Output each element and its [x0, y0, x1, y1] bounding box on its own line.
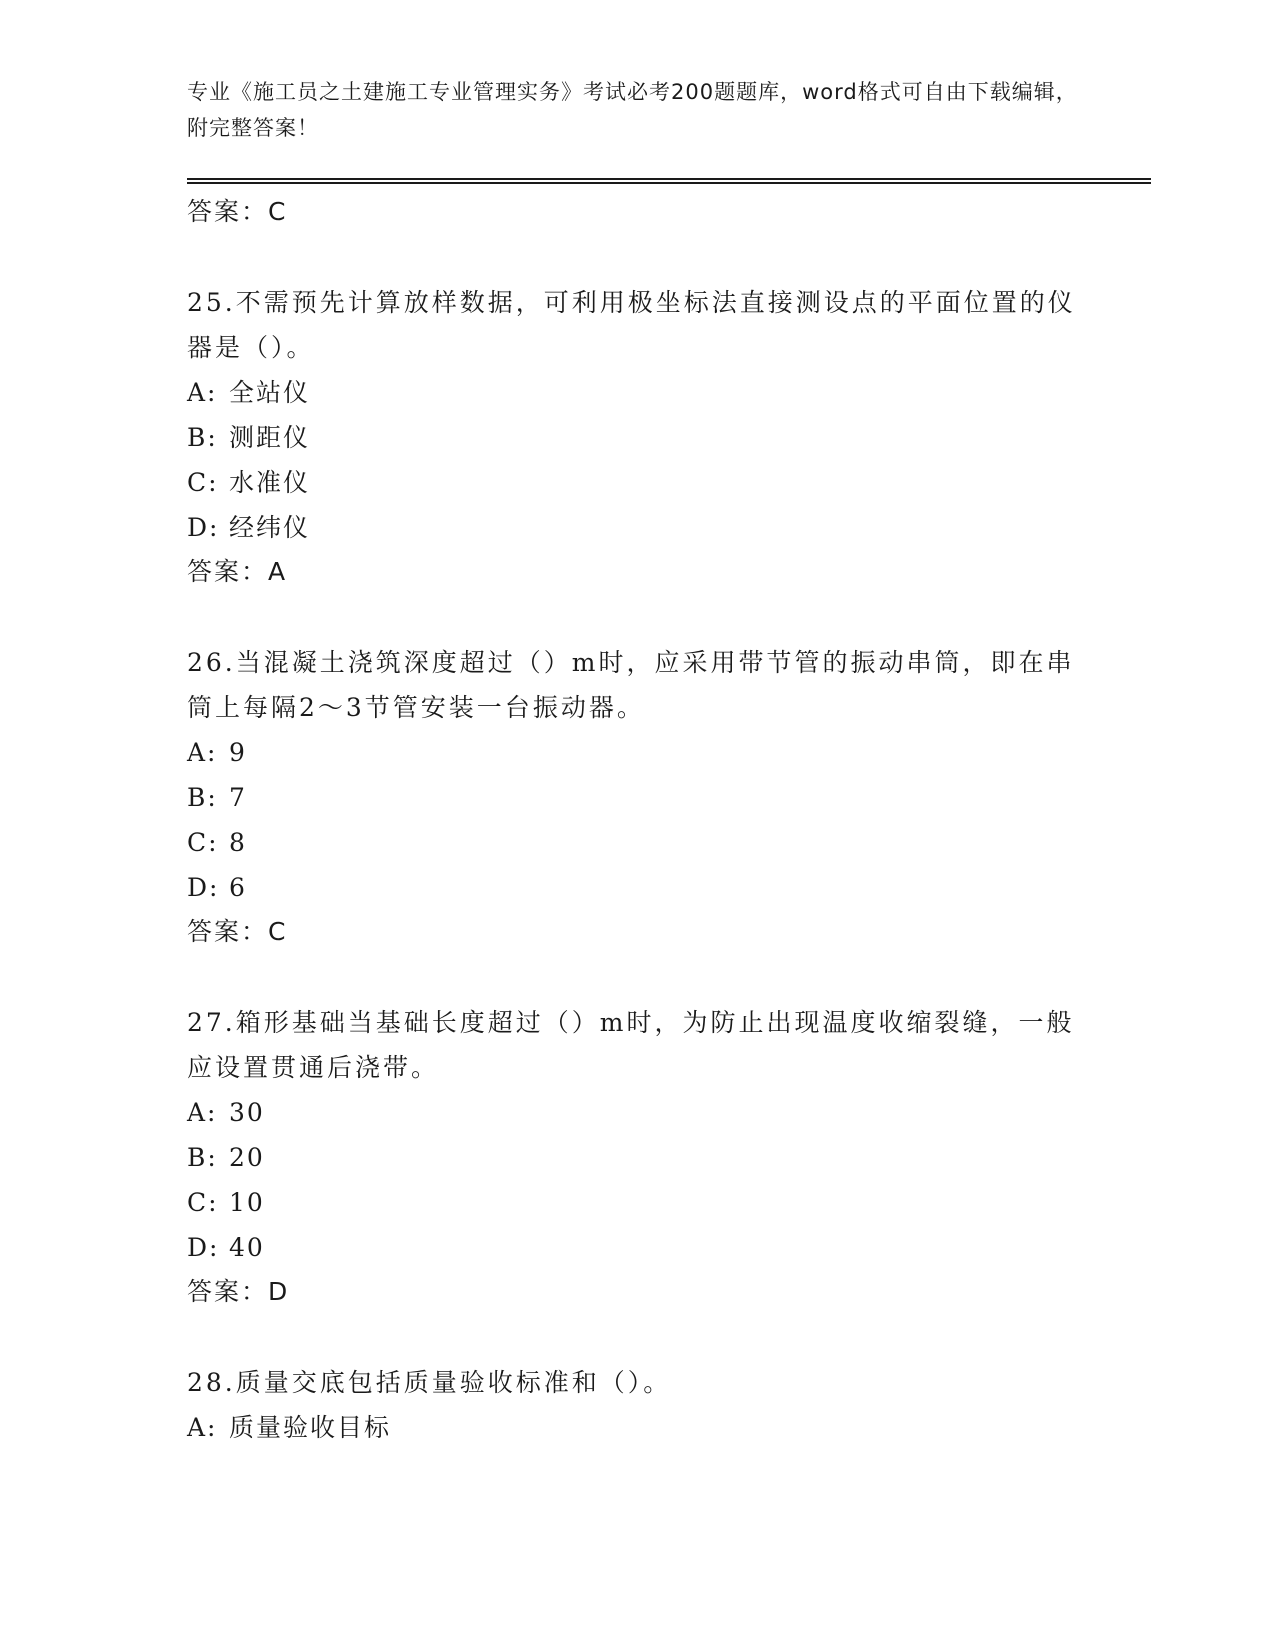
option-text: 测距仪: [229, 423, 311, 452]
header-rule-bottom: [187, 182, 1151, 184]
question-28: [187, 1360, 1087, 1450]
option-a: [187, 1090, 1087, 1135]
answer-line: 答案：D: [187, 1277, 290, 1306]
option-text: 6: [229, 873, 247, 902]
question-list: [187, 190, 1087, 1450]
option-label: A:: [187, 1413, 218, 1442]
option-label: D:: [187, 873, 220, 902]
question-stem: 25.不需预先计算放样数据，可利用极坐标法直接测设点的平面位置的仪器是（）。: [187, 288, 1076, 362]
option-a: [187, 1405, 1087, 1450]
option-a: [187, 730, 1087, 775]
option-c: [187, 820, 1087, 865]
option-text: 7: [229, 783, 247, 812]
option-text: 水准仪: [229, 468, 311, 497]
answer-line: 答案：C: [187, 197, 288, 226]
answer-line: 答案：A: [187, 557, 288, 586]
option-d: [187, 505, 1087, 550]
option-label: B:: [187, 1143, 218, 1172]
option-a: [187, 370, 1087, 415]
document-header: 专业《施工员之土建施工专业管理实务》考试必考200题题库，word格式可自由下载编辑，附完整答案！: [187, 80, 1078, 140]
option-text: 质量验收目标: [229, 1413, 392, 1442]
question-stem: 28.质量交底包括质量验收标准和（）。: [187, 1368, 672, 1397]
header-rule-top: [187, 178, 1151, 180]
answer-line: 答案：C: [187, 917, 288, 946]
question-stem: 26.当混凝土浇筑深度超过（）m时，应采用带节管的振动串筒，即在串筒上每隔2～3节管安装一台振动器。: [187, 648, 1075, 722]
question-27: [187, 1000, 1087, 1314]
option-label: C:: [187, 1188, 219, 1217]
question-25: [187, 280, 1087, 594]
option-label: A:: [187, 378, 218, 407]
option-label: A:: [187, 1098, 218, 1127]
option-d: [187, 865, 1087, 910]
option-text: 8: [229, 828, 247, 857]
option-text: 10: [229, 1188, 265, 1217]
question-26: [187, 640, 1087, 954]
option-text: 30: [229, 1098, 265, 1127]
option-text: 全站仪: [229, 378, 311, 407]
option-b: [187, 775, 1087, 820]
option-label: B:: [187, 423, 218, 452]
option-label: D:: [187, 513, 220, 542]
option-text: 40: [229, 1233, 265, 1262]
option-b: [187, 1135, 1087, 1180]
option-label: C:: [187, 468, 219, 497]
question-stem: 27.箱形基础当基础长度超过（）m时，为防止出现温度收缩裂缝，一般应设置贯通后浇带。: [187, 1008, 1075, 1082]
option-label: B:: [187, 783, 218, 812]
option-c: [187, 460, 1087, 505]
option-label: C:: [187, 828, 219, 857]
option-c: [187, 1180, 1087, 1225]
option-label: D:: [187, 1233, 220, 1262]
option-text: 9: [229, 738, 247, 767]
option-d: [187, 1225, 1087, 1270]
option-text: 20: [229, 1143, 265, 1172]
option-b: [187, 415, 1087, 460]
option-text: 经纬仪: [229, 513, 311, 542]
option-label: A:: [187, 738, 218, 767]
